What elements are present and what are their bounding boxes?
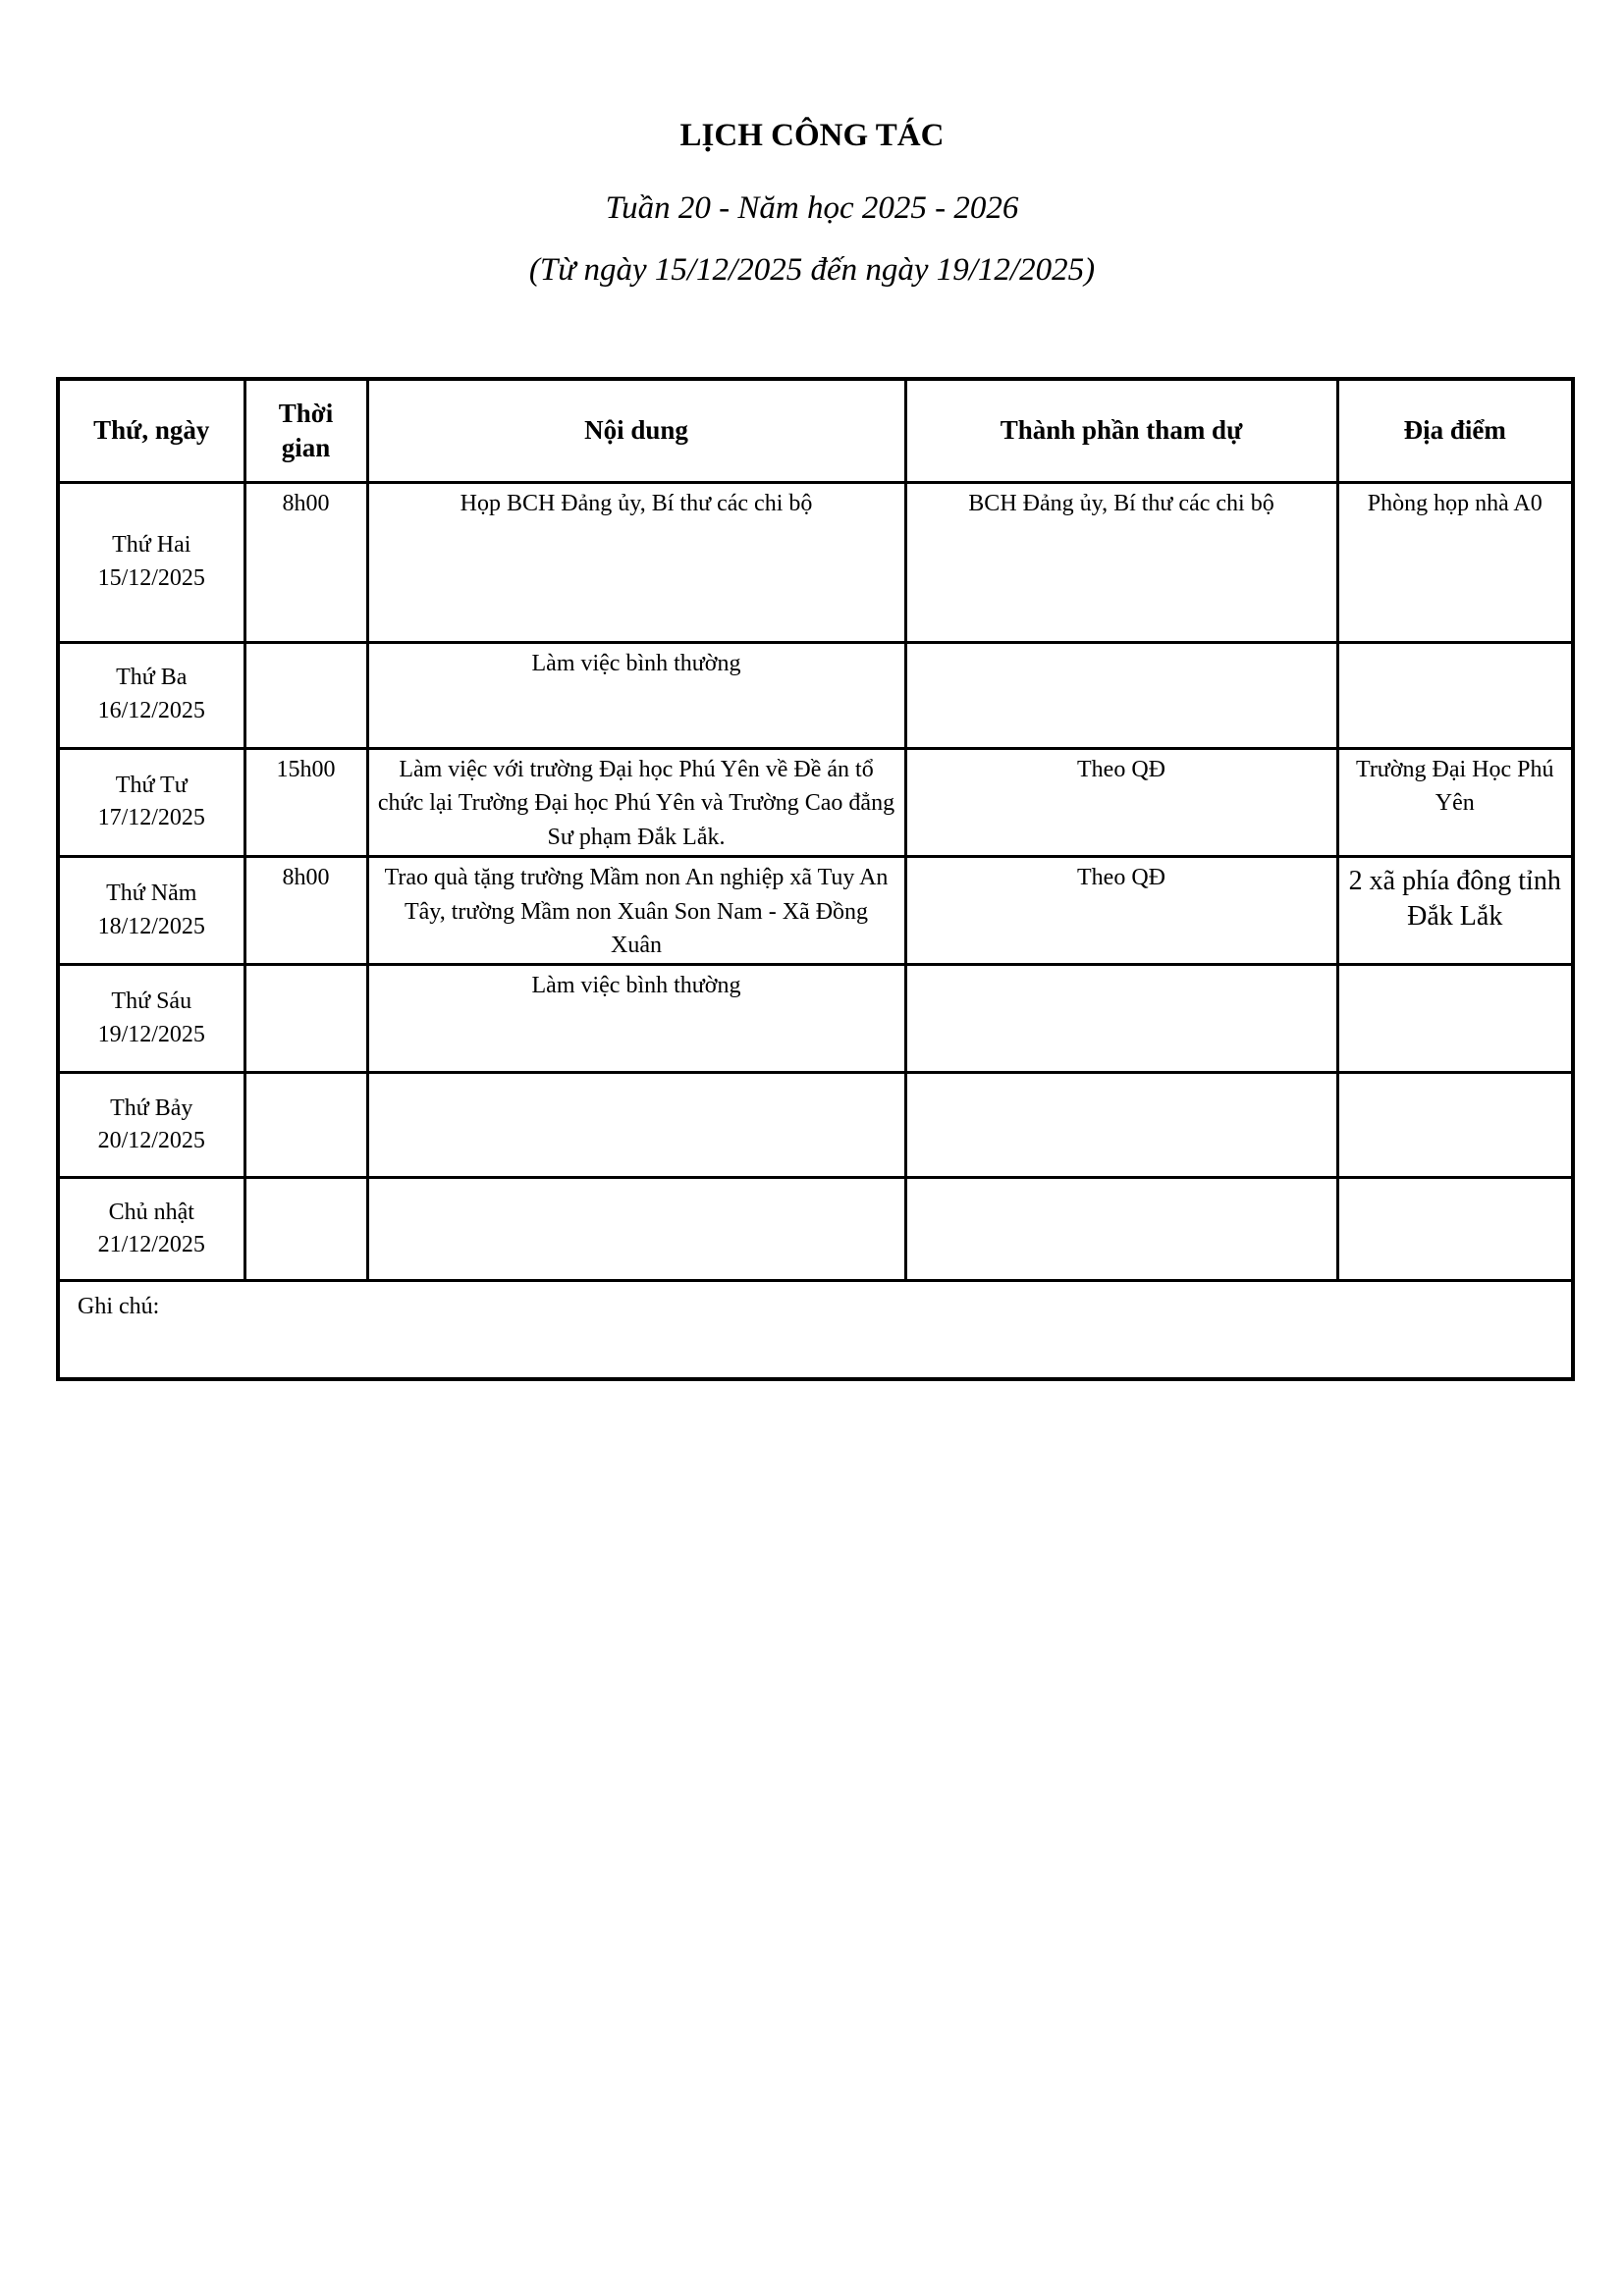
table-row-wednesday — [58, 748, 1573, 856]
table-row-thursday — [58, 856, 1573, 964]
column-header-location: Địa điểm — [1337, 379, 1573, 482]
participants-cell — [905, 965, 1337, 1073]
note-label: Ghi chú: — [58, 1281, 1573, 1379]
day-date: 18/12/2025 — [97, 913, 205, 939]
content-cell: Làm việc với trường Đại học Phú Yên về Đề án tổ chức lại Trường Đại học Phú Yên và Trường Cao đẳng Sư phạm Đắk Lắk. — [367, 748, 905, 856]
location-cell: Trường Đại Học Phú Yên — [1337, 748, 1573, 856]
day-name: Thứ Tư — [115, 772, 188, 798]
table-row-tuesday — [58, 642, 1573, 748]
note-row — [58, 1281, 1573, 1379]
participants-cell: BCH Đảng ủy, Bí thư các chi bộ — [905, 482, 1337, 642]
schedule-table — [56, 377, 1575, 1381]
day-name: Thứ Ba — [116, 665, 188, 691]
week-subtitle: Tuần 20 - Năm học 2025 - 2026 — [605, 190, 1019, 226]
content-cell: Họp BCH Đảng ủy, Bí thư các chi bộ — [367, 482, 905, 642]
date-range-subtitle: (Từ ngày 15/12/2025 đến ngày 19/12/2025) — [528, 252, 1096, 288]
content-cell: Làm việc bình thường — [367, 965, 905, 1073]
participants-cell — [905, 642, 1337, 748]
content-cell: Làm việc bình thường — [367, 642, 905, 748]
table-header-row — [58, 379, 1573, 482]
day-date: 19/12/2025 — [97, 1021, 205, 1047]
day-date: 16/12/2025 — [97, 698, 205, 723]
participants-cell: Theo QĐ — [905, 856, 1337, 964]
day-cell — [58, 1073, 244, 1178]
participants-cell — [905, 1073, 1337, 1178]
content-cell — [367, 1073, 905, 1178]
time-cell: 15h00 — [244, 748, 367, 856]
day-name: Thứ Sáu — [111, 988, 192, 1015]
time-cell — [244, 642, 367, 748]
table-row-sunday — [58, 1178, 1573, 1281]
location-cell — [1337, 642, 1573, 748]
content-cell — [367, 1178, 905, 1281]
day-name: Thứ Hai — [112, 531, 191, 558]
day-name: Thứ Năm — [106, 880, 197, 906]
day-date: 15/12/2025 — [97, 564, 205, 591]
day-cell — [58, 482, 244, 642]
table-row-saturday — [58, 1073, 1573, 1178]
day-date: 20/12/2025 — [97, 1128, 205, 1154]
participants-cell: Theo QĐ — [905, 748, 1337, 856]
column-header-day: Thứ, ngày — [58, 379, 244, 482]
location-cell: Phòng họp nhà A0 — [1337, 482, 1573, 642]
time-cell — [244, 965, 367, 1073]
column-header-time: Thời gian — [244, 379, 367, 482]
day-cell — [58, 642, 244, 748]
day-cell — [58, 748, 244, 856]
location-cell — [1337, 965, 1573, 1073]
time-cell — [244, 1073, 367, 1178]
time-cell: 8h00 — [244, 856, 367, 964]
table-row-monday — [58, 482, 1573, 642]
time-cell — [244, 1178, 367, 1281]
day-cell — [58, 856, 244, 964]
location-cell: 2 xã phía đông tỉnh Đắk Lắk — [1337, 856, 1573, 964]
day-cell — [58, 965, 244, 1073]
time-cell: 8h00 — [244, 482, 367, 642]
day-name: Chủ nhật — [108, 1199, 194, 1225]
participants-cell — [905, 1178, 1337, 1281]
column-header-content: Nội dung — [367, 379, 905, 482]
day-cell — [58, 1178, 244, 1281]
table-row-friday — [58, 965, 1573, 1073]
day-date: 21/12/2025 — [97, 1232, 205, 1258]
day-date: 17/12/2025 — [97, 805, 205, 831]
content-cell: Trao quà tặng trường Mầm non An nghiệp xã Tuy An Tây, trường Mầm non Xuân Son Nam - Xã Đồng Xuân — [367, 856, 905, 964]
column-header-participants: Thành phần tham dự — [905, 379, 1337, 482]
page-title: LỊCH CÔNG TÁC — [679, 118, 945, 153]
location-cell — [1337, 1073, 1573, 1178]
day-name: Thứ Bảy — [110, 1095, 193, 1121]
location-cell — [1337, 1178, 1573, 1281]
